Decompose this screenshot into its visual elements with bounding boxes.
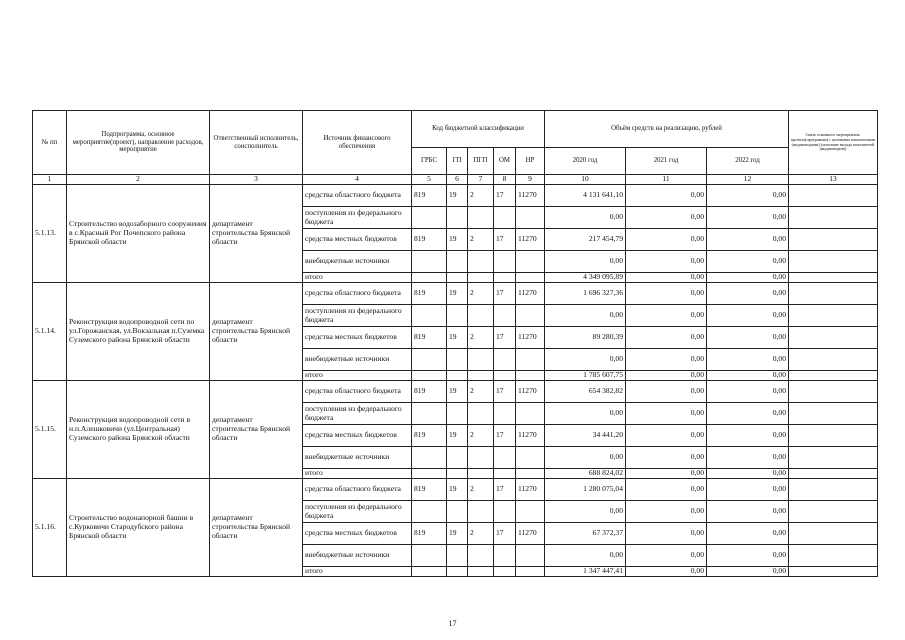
activity-name: Строительство водозаборного сооружения в с.Красный Рог Почепского района Брянской области — [67, 185, 210, 283]
code-pgp — [468, 545, 494, 567]
code-gp — [447, 501, 468, 523]
amount-2020: 0,00 — [545, 501, 626, 523]
table-body — [33, 185, 878, 577]
budget-table — [32, 110, 878, 577]
row-number: 5.1.15. — [33, 381, 67, 479]
code-pgp: 2 — [468, 283, 494, 305]
funding-source: средства областного бюджета — [303, 479, 412, 501]
header-number: № пп — [33, 111, 67, 175]
amount-2021: 0,00 — [626, 447, 707, 469]
amount-2021: 0,00 — [626, 479, 707, 501]
code-nr — [516, 349, 545, 371]
indicator-link-cell — [789, 447, 878, 469]
code-gp: 19 — [447, 425, 468, 447]
code-gp — [447, 447, 468, 469]
amount-2021: 0,00 — [626, 327, 707, 349]
amount-2021: 0,00 — [626, 501, 707, 523]
header-budget-code: Код бюджетной классификации — [412, 111, 545, 148]
amount-2022: 0,00 — [707, 283, 789, 305]
amount-2022: 0,00 — [707, 251, 789, 273]
header-source: Источник финансового обеспечения — [303, 111, 412, 175]
table-header — [33, 111, 878, 185]
amount-2021: 0,00 — [626, 523, 707, 545]
code-pgp: 2 — [468, 185, 494, 207]
code-pgp: 2 — [468, 523, 494, 545]
code-grbs: 819 — [412, 327, 447, 349]
code-nr — [516, 501, 545, 523]
amount-2020: 1 347 447,41 — [545, 567, 626, 577]
code-om — [494, 545, 516, 567]
amount-2020: 0,00 — [545, 251, 626, 273]
amount-2020: 0,00 — [545, 207, 626, 229]
indicator-link-cell — [789, 229, 878, 251]
code-nr — [516, 447, 545, 469]
code-pgp — [468, 567, 494, 577]
code-pgp — [468, 273, 494, 283]
code-gp: 19 — [447, 523, 468, 545]
funding-source: внебюджетные источники — [303, 251, 412, 273]
code-pgp: 2 — [468, 381, 494, 403]
funding-source: итого — [303, 371, 412, 381]
activity-name: Реконструкция водопроводной сети в н.п.Алешковичи (ул.Центральная) Суземского района Брянской области — [67, 381, 210, 479]
indicator-link-cell — [789, 403, 878, 425]
code-gp — [447, 371, 468, 381]
code-grbs — [412, 349, 447, 371]
code-nr: 11270 — [516, 185, 545, 207]
code-om: 17 — [494, 327, 516, 349]
column-number: 5 — [412, 175, 447, 185]
amount-2022: 0,00 — [707, 207, 789, 229]
funding-source: средства областного бюджета — [303, 185, 412, 207]
code-gp: 19 — [447, 283, 468, 305]
code-pgp — [468, 371, 494, 381]
amount-2020: 1 785 607,75 — [545, 371, 626, 381]
funding-source: средства областного бюджета — [303, 283, 412, 305]
code-grbs: 819 — [412, 381, 447, 403]
indicator-link-cell — [789, 207, 878, 229]
funding-source: средства местных бюджетов — [303, 229, 412, 251]
responsible-executor: департамент строительства Брянской области — [210, 185, 303, 283]
amount-2020: 4 349 095,89 — [545, 273, 626, 283]
column-number: 9 — [516, 175, 545, 185]
code-om — [494, 501, 516, 523]
code-nr: 11270 — [516, 229, 545, 251]
code-gp — [447, 349, 468, 371]
code-om — [494, 273, 516, 283]
code-om: 17 — [494, 229, 516, 251]
code-grbs: 819 — [412, 185, 447, 207]
code-gp — [447, 567, 468, 577]
code-grbs — [412, 305, 447, 327]
indicator-link-cell — [789, 381, 878, 403]
code-pgp: 2 — [468, 425, 494, 447]
code-gp: 19 — [447, 229, 468, 251]
funding-source: поступления из федерального бюджета — [303, 501, 412, 523]
amount-2022: 0,00 — [707, 371, 789, 381]
funding-source: итого — [303, 273, 412, 283]
header-pgp: ПГП — [468, 148, 494, 175]
amount-2022: 0,00 — [707, 545, 789, 567]
amount-2021: 0,00 — [626, 425, 707, 447]
code-om — [494, 447, 516, 469]
code-grbs — [412, 273, 447, 283]
amount-2022: 0,00 — [707, 567, 789, 577]
amount-2022: 0,00 — [707, 185, 789, 207]
funding-source: внебюджетные источники — [303, 545, 412, 567]
page-number: 17 — [448, 619, 457, 628]
code-nr: 11270 — [516, 523, 545, 545]
indicator-link-cell — [789, 479, 878, 501]
code-gp: 19 — [447, 479, 468, 501]
header-gp: ГП — [447, 148, 468, 175]
code-nr — [516, 207, 545, 229]
amount-2022: 0,00 — [707, 305, 789, 327]
amount-2022: 0,00 — [707, 447, 789, 469]
amount-2020: 0,00 — [545, 349, 626, 371]
indicator-link-cell — [789, 305, 878, 327]
amount-2021: 0,00 — [626, 371, 707, 381]
activity-name: Строительство водонапорной башни в с.Курковичи Стародубского района Брянской области — [67, 479, 210, 577]
indicator-link-cell — [789, 327, 878, 349]
code-nr: 11270 — [516, 425, 545, 447]
funding-source: средства местных бюджетов — [303, 523, 412, 545]
header-year-2020: 2020 год — [545, 148, 626, 175]
code-om — [494, 403, 516, 425]
amount-2020: 217 454,79 — [545, 229, 626, 251]
column-number: 13 — [789, 175, 878, 185]
code-nr: 11270 — [516, 327, 545, 349]
indicator-link-cell — [789, 185, 878, 207]
indicator-link-cell — [789, 349, 878, 371]
code-om: 17 — [494, 185, 516, 207]
code-pgp — [468, 447, 494, 469]
funding-source: средства местных бюджетов — [303, 425, 412, 447]
amount-2022: 0,00 — [707, 479, 789, 501]
code-nr — [516, 469, 545, 479]
code-gp: 19 — [447, 327, 468, 349]
code-om: 17 — [494, 523, 516, 545]
amount-2020: 0,00 — [545, 305, 626, 327]
table-row — [33, 479, 878, 501]
amount-2021: 0,00 — [626, 567, 707, 577]
code-nr: 11270 — [516, 283, 545, 305]
funding-source: поступления из федерального бюджета — [303, 305, 412, 327]
code-om — [494, 207, 516, 229]
code-pgp — [468, 251, 494, 273]
amount-2021: 0,00 — [626, 207, 707, 229]
code-nr — [516, 545, 545, 567]
amount-2022: 0,00 — [707, 381, 789, 403]
funding-source: средства местных бюджетов — [303, 327, 412, 349]
amount-2022: 0,00 — [707, 403, 789, 425]
amount-2021: 0,00 — [626, 185, 707, 207]
code-gp: 19 — [447, 381, 468, 403]
amount-2021: 0,00 — [626, 469, 707, 479]
code-grbs — [412, 567, 447, 577]
column-number: 12 — [707, 175, 789, 185]
header-volume: Объём средств на реализацию, рублей — [545, 111, 789, 148]
code-om — [494, 567, 516, 577]
funding-source: внебюджетные источники — [303, 349, 412, 371]
amount-2020: 67 372,37 — [545, 523, 626, 545]
header-om: ОМ — [494, 148, 516, 175]
column-number: 11 — [626, 175, 707, 185]
code-grbs — [412, 501, 447, 523]
amount-2021: 0,00 — [626, 305, 707, 327]
amount-2020: 0,00 — [545, 403, 626, 425]
responsible-executor: департамент строительства Брянской области — [210, 381, 303, 479]
code-gp — [447, 545, 468, 567]
code-grbs: 819 — [412, 523, 447, 545]
funding-source: поступления из федерального бюджета — [303, 207, 412, 229]
code-om: 17 — [494, 283, 516, 305]
amount-2020: 688 824,02 — [545, 469, 626, 479]
code-gp — [447, 207, 468, 229]
amount-2021: 0,00 — [626, 349, 707, 371]
amount-2020: 0,00 — [545, 447, 626, 469]
code-gp — [447, 469, 468, 479]
code-grbs — [412, 403, 447, 425]
code-om — [494, 251, 516, 273]
code-nr — [516, 251, 545, 273]
table-row — [33, 283, 878, 305]
code-gp — [447, 251, 468, 273]
indicator-link-cell — [789, 501, 878, 523]
code-nr — [516, 273, 545, 283]
column-number: 3 — [210, 175, 303, 185]
code-nr — [516, 371, 545, 381]
funding-source: итого — [303, 567, 412, 577]
code-pgp: 2 — [468, 327, 494, 349]
funding-source: итого — [303, 469, 412, 479]
column-number: 1 — [33, 175, 67, 185]
column-number: 2 — [67, 175, 210, 185]
indicator-link-cell — [789, 523, 878, 545]
amount-2021: 0,00 — [626, 381, 707, 403]
code-pgp — [468, 305, 494, 327]
code-gp — [447, 273, 468, 283]
code-gp — [447, 403, 468, 425]
indicator-link-cell — [789, 469, 878, 479]
column-number: 8 — [494, 175, 516, 185]
column-number: 10 — [545, 175, 626, 185]
responsible-executor: департамент строительства Брянской области — [210, 283, 303, 381]
row-number: 5.1.14. — [33, 283, 67, 381]
header-year-2022: 2022 год — [707, 148, 789, 175]
amount-2022: 0,00 — [707, 425, 789, 447]
code-grbs — [412, 447, 447, 469]
funding-source: средства областного бюджета — [303, 381, 412, 403]
amount-2020: 89 280,39 — [545, 327, 626, 349]
amount-2020: 4 131 641,10 — [545, 185, 626, 207]
code-grbs — [412, 251, 447, 273]
code-grbs — [412, 207, 447, 229]
indicator-link-cell — [789, 251, 878, 273]
amount-2022: 0,00 — [707, 327, 789, 349]
code-pgp — [468, 349, 494, 371]
code-nr — [516, 403, 545, 425]
amount-2021: 0,00 — [626, 273, 707, 283]
amount-2022: 0,00 — [707, 523, 789, 545]
code-pgp — [468, 501, 494, 523]
funding-source: поступления из федерального бюджета — [303, 403, 412, 425]
code-grbs — [412, 545, 447, 567]
code-grbs: 819 — [412, 479, 447, 501]
amount-2021: 0,00 — [626, 229, 707, 251]
code-grbs: 819 — [412, 425, 447, 447]
code-pgp — [468, 469, 494, 479]
amount-2020: 0,00 — [545, 545, 626, 567]
header-link: Связь основного мероприятия, проекта(программы) с целевыми показателями (индикаторами) (описание вклада показателей (индикаторов)) — [789, 111, 878, 175]
indicator-link-cell — [789, 371, 878, 381]
amount-2020: 34 441,20 — [545, 425, 626, 447]
code-grbs — [412, 371, 447, 381]
header-nr: НР — [516, 148, 545, 175]
column-number: 4 — [303, 175, 412, 185]
code-pgp — [468, 403, 494, 425]
amount-2021: 0,00 — [626, 545, 707, 567]
code-nr — [516, 305, 545, 327]
code-pgp: 2 — [468, 229, 494, 251]
header-grbs: ГРБС — [412, 148, 447, 175]
amount-2022: 0,00 — [707, 349, 789, 371]
amount-2020: 1 696 327,36 — [545, 283, 626, 305]
row-number: 5.1.13. — [33, 185, 67, 283]
code-nr: 11270 — [516, 479, 545, 501]
column-number: 7 — [468, 175, 494, 185]
header-subprogram: Подпрограмма, основное мероприятие(проект), направление расходов, мероприятие — [67, 111, 210, 175]
amount-2020: 654 382,82 — [545, 381, 626, 403]
code-om: 17 — [494, 425, 516, 447]
amount-2022: 0,00 — [707, 501, 789, 523]
amount-2021: 0,00 — [626, 403, 707, 425]
code-gp — [447, 305, 468, 327]
code-grbs: 819 — [412, 229, 447, 251]
amount-2020: 1 280 075,04 — [545, 479, 626, 501]
indicator-link-cell — [789, 273, 878, 283]
code-gp: 19 — [447, 185, 468, 207]
code-nr — [516, 567, 545, 577]
header-year-2021: 2021 год — [626, 148, 707, 175]
indicator-link-cell — [789, 567, 878, 577]
activity-name: Реконструкция водопроводной сети по ул.Горожанская, ул.Вокзальная п.Суземка Суземского района Брянской области — [67, 283, 210, 381]
amount-2022: 0,00 — [707, 273, 789, 283]
table-row — [33, 185, 878, 207]
column-number: 6 — [447, 175, 468, 185]
code-grbs: 819 — [412, 283, 447, 305]
indicator-link-cell — [789, 425, 878, 447]
code-grbs — [412, 469, 447, 479]
code-om — [494, 371, 516, 381]
code-nr: 11270 — [516, 381, 545, 403]
code-om — [494, 305, 516, 327]
funding-source: внебюджетные источники — [303, 447, 412, 469]
row-number: 5.1.16. — [33, 479, 67, 577]
responsible-executor: департамент строительства Брянской области — [210, 479, 303, 577]
table-row — [33, 381, 878, 403]
header-responsible: Ответственный исполнитель, соисполнитель — [210, 111, 303, 175]
code-om: 17 — [494, 381, 516, 403]
code-pgp: 2 — [468, 479, 494, 501]
amount-2022: 0,00 — [707, 469, 789, 479]
amount-2021: 0,00 — [626, 283, 707, 305]
indicator-link-cell — [789, 545, 878, 567]
code-om — [494, 349, 516, 371]
amount-2021: 0,00 — [626, 251, 707, 273]
amount-2022: 0,00 — [707, 229, 789, 251]
code-pgp — [468, 207, 494, 229]
indicator-link-cell — [789, 283, 878, 305]
code-om: 17 — [494, 479, 516, 501]
code-om — [494, 469, 516, 479]
